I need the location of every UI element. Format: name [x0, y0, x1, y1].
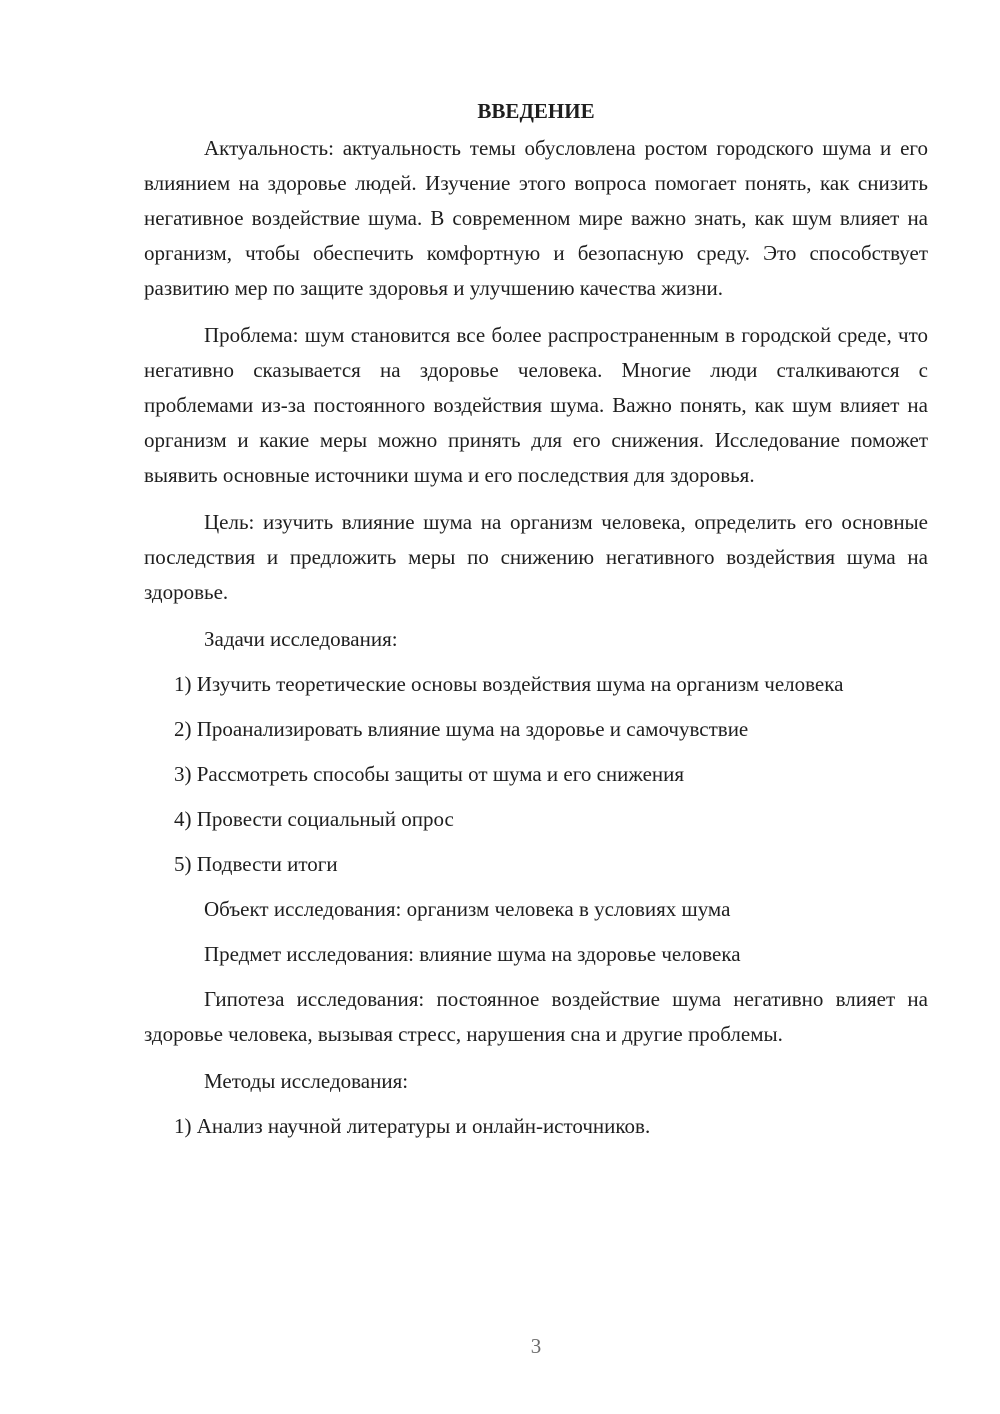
page-number: 3 — [530, 1334, 542, 1358]
problem-paragraph: Проблема: шум становится все более распространенным в городской среде, что негативно сказывается на здоровье человека. Многие люди сталкиваются с проблемами из-за постоянного воздействия шума. Важно понять, как шум влияет на организм и какие меры можно принять для его снижения. Исследование поможет выявить основные источники шума и его последствия для здоровья. — [144, 323, 928, 487]
task-item-3: 3) Рассмотреть способы защиты от шума и его снижения — [174, 762, 685, 786]
tasks-heading: Задачи исследования: — [204, 627, 398, 651]
research-object: Объект исследования: организм человека в условиях шума — [204, 897, 731, 921]
research-subject: Предмет исследования: влияние шума на здоровье человека — [204, 942, 741, 966]
hypothesis-paragraph: Гипотеза исследования: постоянное воздействие шума негативно влияет на здоровье человека, вызывая стресс, нарушения сна и другие проблемы. — [144, 987, 928, 1046]
goal-paragraph: Цель: изучить влияние шума на организм человека, определить его основные последствия и предложить меры по снижению негативного воздействия шума на здоровье. — [144, 510, 928, 604]
task-item-5: 5) Подвести итоги — [174, 852, 338, 876]
relevance-paragraph: Актуальность: актуальность темы обусловлена ростом городского шума и его влиянием на здоровье людей. Изучение этого вопроса помогает понять, как снизить негативное воздействие шума. В современном мире важно знать, как шум влияет на организм, чтобы обеспечить комфортную и безопасную среду. Это способствует развитию мер по защите здоровья и улучшению качества жизни. — [144, 136, 928, 300]
task-item-2: 2) Проанализировать влияние шума на здоровье и самочувствие — [174, 717, 749, 741]
method-item-1: 1) Анализ научной литературы и онлайн-источников. — [174, 1114, 651, 1138]
task-item-4: 4) Провести социальный опрос — [174, 807, 454, 831]
page-title: ВВЕДЕНИЕ — [477, 99, 595, 123]
methods-heading: Методы исследования: — [204, 1069, 409, 1093]
document-page — [144, 96, 928, 1154]
task-item-1: 1) Изучить теоретические основы воздействия шума на организм человека — [174, 672, 844, 696]
